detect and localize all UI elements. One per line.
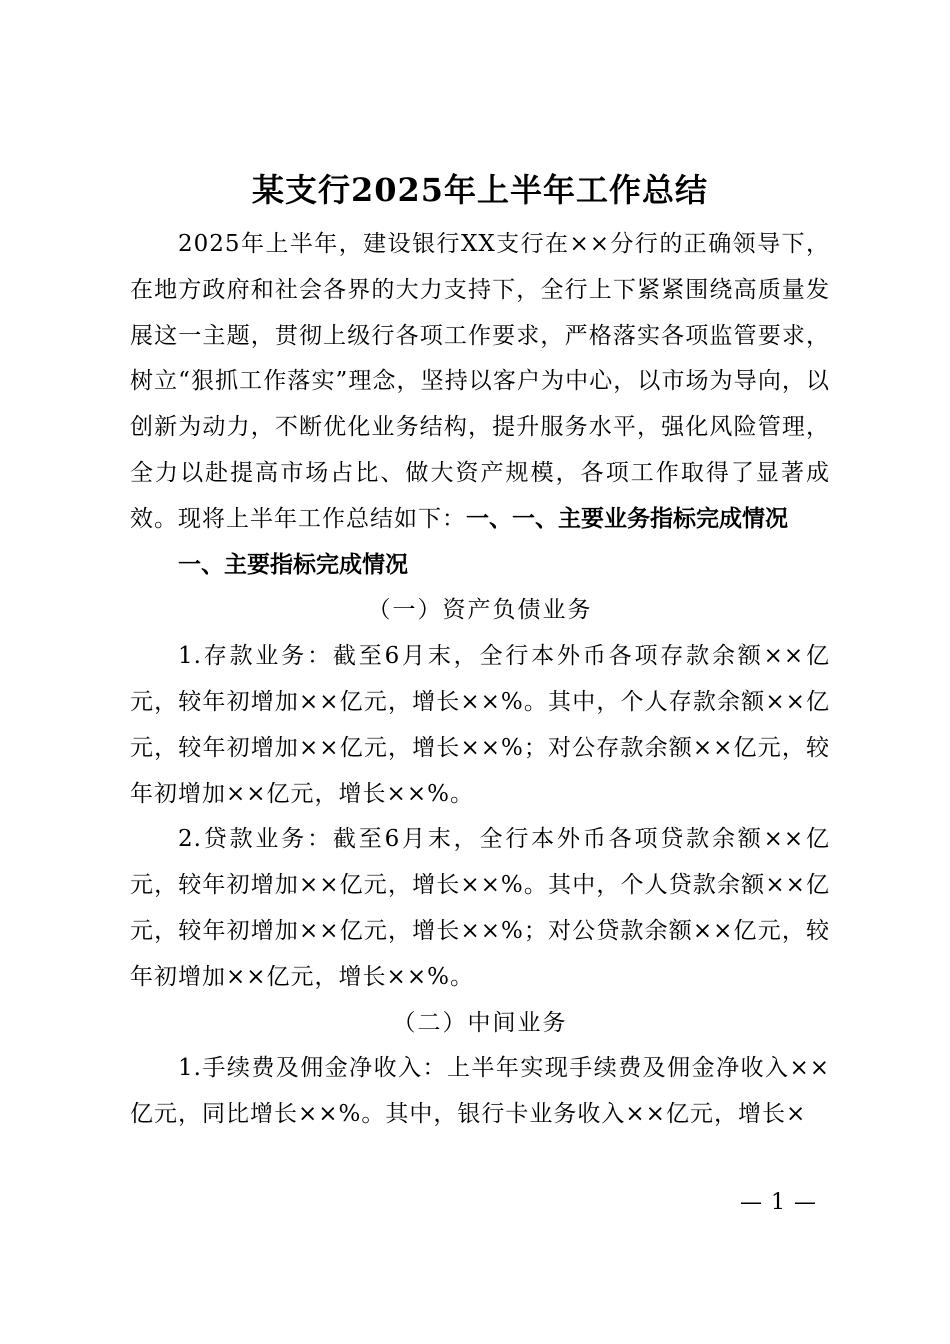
- document-title: 某支行2025年上半年工作总结: [251, 171, 709, 209]
- intro-paragraph: [130, 222, 830, 543]
- intro-text: 2025年上半年，建设银行XX支行在××分行的正确领导下，在地方政府和社会各界的大力支持下，全行上下紧紧围绕高质量发展这一主题，贯彻上级行各项工作要求，严格落实各项监管要求，树立“狠抓工作落实”理念，坚持以客户为中心，以市场为导向，以创新为动力，不断优化业务结构，提升服务水平，强化风险管理，全力以赴提高市场占比、做大资产规模，各项工作取得了显著成效。现将上半年工作总结如下：: [130, 231, 830, 532]
- document-page: [130, 168, 830, 1138]
- deposit-paragraph: 1.存款业务：截至6月末，全行本外币各项存款余额××亿元，较年初增加××亿元，增长××%。其中，个人存款余额××亿元，较年初增加××亿元，增长××%；对公存款余额××亿元，较年初增加××亿元，增长××%。: [130, 643, 830, 807]
- subsection-heading-assets-liabilities: （一）资产负债业务: [367, 597, 593, 624]
- fee-income-paragraph: 1.手续费及佣金净收入：上半年实现手续费及佣金净收入××亿元，同比增长××%。其中，银行卡业务收入××亿元，增长×: [130, 1055, 830, 1128]
- section-heading-main-indicators: 一、主要指标完成情况: [178, 551, 408, 578]
- loan-paragraph: 2.贷款业务：截至6月末，全行本外币各项贷款余额××亿元，较年初增加××亿元，增长××%。其中，个人贷款余额××亿元，较年初增加××亿元，增长××%；对公贷款余额××亿元，较年初增加××亿元，增长××%。: [130, 826, 830, 990]
- intro-bold-heading: 一、一、主要业务指标完成情况: [466, 505, 788, 532]
- page-number: — 1 —: [740, 1190, 817, 1215]
- subsection-heading-intermediate-business: （二）中间业务: [392, 1009, 568, 1036]
